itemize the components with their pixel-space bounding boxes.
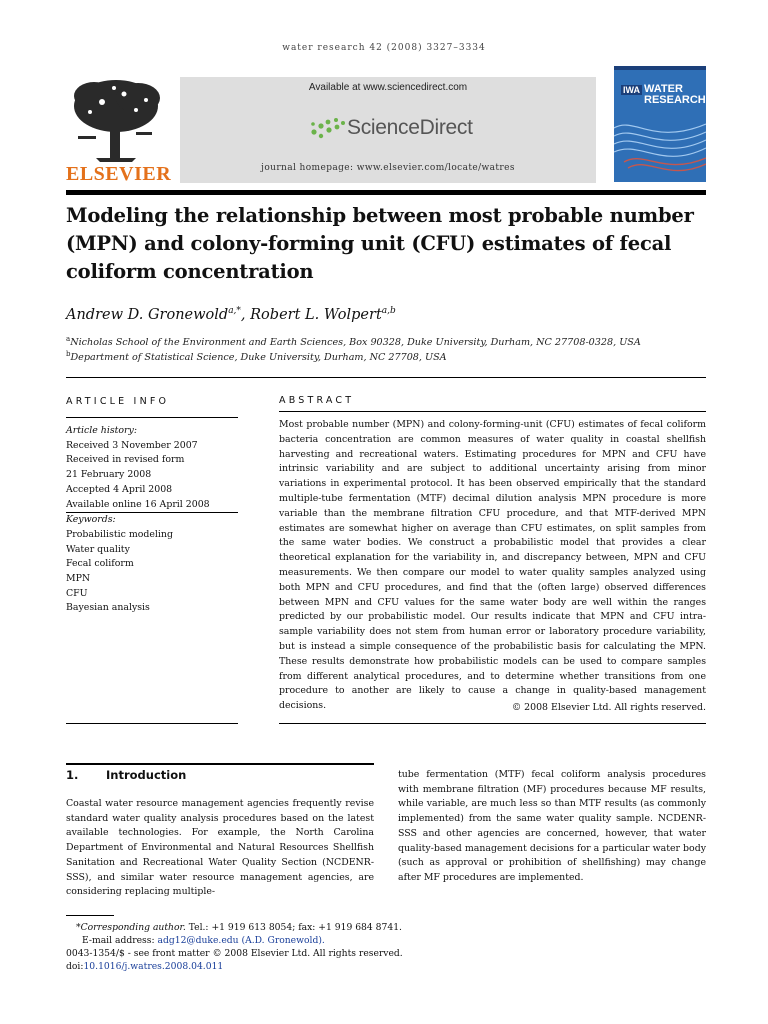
elsevier-wordmark[interactable]: ELSEVIER: [66, 163, 172, 185]
abstract-label: ABSTRACT: [279, 395, 355, 406]
article-info: [66, 424, 238, 616]
doi-link[interactable]: 10.1016/j.watres.2008.04.011: [83, 961, 224, 972]
intro-left-column: Coastal water resource management agencies frequently revise standard water quality analysis procedures based on the latest available technologies. For example, the North Carolina Department of Environmental and Natural Resources Shellfish Sanitation and Recreational Water Quality Section (NCDENR-SSS), and similar water resource management agencies, are considering replacing multiple-: [66, 798, 374, 898]
running-head: water research 42 (2008) 3327–3334: [282, 43, 486, 53]
divider: [279, 723, 706, 724]
journal-homepage[interactable]: journal homepage: www.elsevier.com/locate/watres: [261, 163, 515, 173]
header-rule: [66, 190, 706, 195]
footnote-text: Tel.: +1 919 613 8054; fax: +1 919 684 8741.: [185, 922, 402, 933]
footnote-rule: [66, 915, 114, 916]
history-line: Received 3 November 2007: [66, 439, 198, 451]
issn-line: 0043-1354/$ - see front matter © 2008 Elsevier Ltd. All rights reserved.: [66, 948, 403, 959]
affiliation: [66, 335, 706, 348]
keyword[interactable]: Bayesian analysis: [66, 602, 150, 614]
keywords-label: Keywords:: [66, 514, 116, 526]
affiliation-text: Nicholas School of the Environment and Earth Sciences, Box 90328, Duke University, Durham, NC 27708-0328, USA: [70, 337, 641, 349]
divider: [66, 417, 238, 418]
abstract-body: Most probable number (MPN) and colony-forming-unit (CFU) estimates of fecal coliform bacteria concentration are common measures of water quality in coastal shellfish harvesting and recreational waters. Estimating procedures for MPN and CFU have intrinsic variability and are subject to additional uncertainty arising from minor variations in experimental protocol. It has been observed empirically that the standard multiple-tube fermentation (MTF) decimal dilution analysis MPN procedure is more variable than the membrane filtration CFU procedure, and that MTF-derived MPN estimates are somewhat higher on average than CFU estimates, on split samples from the same water bodies. We construct a probabilistic model that provides a clear theoretical explanation for the variability in, and discrepancy between, MPN and CFU measurements. We then compare our model to water quality samples analyzed using both MPN and CFU procedures, and find that the (often large) observed differences between MPN and CFU values for the same water body are well within the ranges predicted by our probabilistic model. Our results indicate that MPN and CFU intra-sample variability does not stem from human error or laboratory procedure variability, but is instead a simple consequence of the probabilistic basis for calculating the MPN. These results demonstrate how probabilistic models can be used to compare samples from different analytical procedures, and to determine whether transitions from one procedure to another are likely to cause a change in quality-based management decisions.: [279, 419, 706, 712]
affiliation-text: Department of Statistical Science, Duke University, Durham, NC 27708, USA: [70, 352, 447, 364]
doi-line: [66, 961, 223, 974]
email-link[interactable]: adg12@duke.edu (A.D. Gronewold).: [157, 935, 325, 946]
doi-label: doi:: [66, 961, 84, 972]
email-note: [82, 935, 325, 948]
keyword[interactable]: Water quality: [66, 543, 130, 555]
keyword[interactable]: MPN: [66, 573, 91, 585]
history-line: Available online 16 April 2008: [66, 498, 238, 514]
footnote-label: Corresponding author.: [80, 922, 186, 933]
intro-right-column: tube fermentation (MTF) fecal coliform analysis procedures with membrane filtration (MF) procedures because MF results, while variable, are much less so than MTF results (as commonly implemented) from the same water quality sample. NCDENR-SSS and other agencies are concerned, however, that water quality-based management decisions for a particular water body (such as approval or prohibition of shellfishing) may change after MF procedures are implemented.: [398, 769, 706, 883]
section-heading: [66, 768, 186, 782]
sciencedirect-logo[interactable]: ScienceDirect: [347, 116, 473, 139]
available-at-text[interactable]: Available at www.sciencedirect.com: [308, 82, 468, 93]
history-label: Article history:: [66, 425, 137, 436]
section-title: Introduction: [106, 768, 187, 782]
keyword[interactable]: Probabilistic modeling: [66, 528, 173, 540]
author-list: [66, 306, 706, 323]
history-line: Accepted 4 April 2008: [66, 483, 173, 495]
article-title: Modeling the relationship between most probable number (MPN) and colony-forming unit (CFU) estimates of fecal coliform concentration: [66, 204, 694, 283]
section-rule: [66, 763, 374, 765]
divider: [66, 723, 238, 724]
affiliation-mark: a: [66, 335, 71, 343]
corresponding-author-note: [76, 922, 402, 935]
history-line: Received in revised form: [66, 454, 185, 466]
history-line: 21 February 2008: [66, 469, 152, 481]
section-number: 1.: [66, 768, 79, 782]
divider: [66, 377, 706, 378]
sciencedirect-dots-icon: [308, 116, 348, 142]
author-name[interactable]: Andrew D. Gronewold: [66, 306, 229, 323]
affiliation-mark: b: [66, 350, 71, 358]
author-affil-mark[interactable]: a,*: [228, 306, 241, 316]
keyword[interactable]: Fecal coliform: [66, 558, 134, 570]
keyword[interactable]: CFU: [66, 587, 88, 599]
abstract-copyright: © 2008 Elsevier Ltd. All rights reserved.: [511, 702, 706, 713]
footnote-mark: *: [76, 922, 81, 933]
affiliation: [66, 350, 706, 363]
iwa-badge: IWA: [623, 85, 640, 95]
author-separator: ,: [240, 306, 251, 323]
cover-title: WATER RESEARCH: [644, 83, 706, 106]
article-info-label: ARTICLE INFO: [66, 396, 170, 407]
author-name[interactable]: Robert L. Wolpert: [250, 306, 382, 323]
email-label: E-mail address:: [82, 935, 158, 946]
divider: [279, 411, 706, 412]
author-affil-mark[interactable]: a,b: [381, 306, 396, 316]
